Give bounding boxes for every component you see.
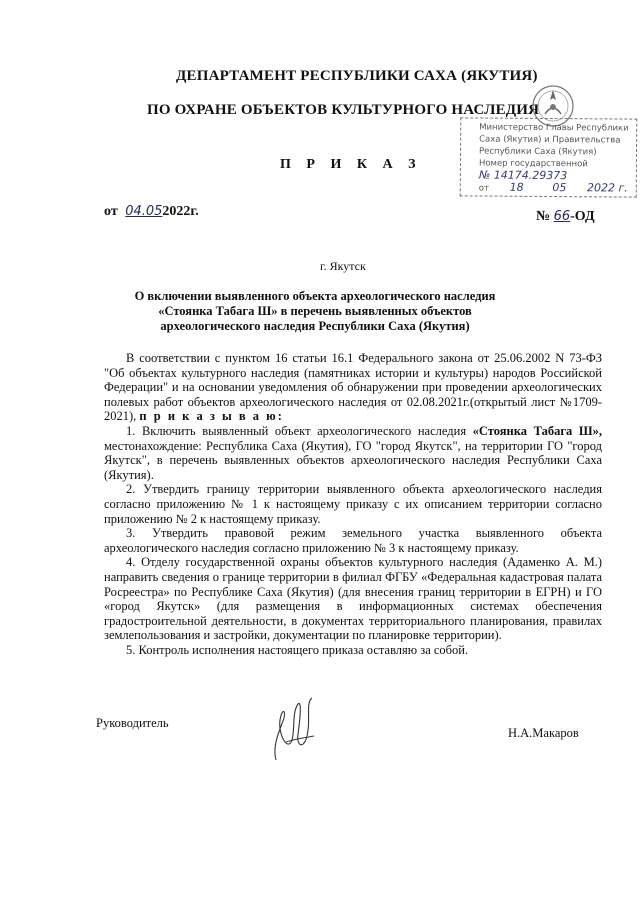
stamp-date-day: 18	[509, 180, 524, 194]
order-item-1-start: 1. Включить выявленный объект археологического наследия	[126, 423, 467, 438]
stamp-date	[479, 182, 631, 196]
signatory-position: Руководитель	[96, 716, 169, 730]
order-date	[104, 204, 199, 220]
order-item-1-rest: местонахождение: Республика Саха (Якутия), ГО "город Якутск", на территории ГО "город Якутск", в перечень выявленных объектов археологического наследия Республики Саха (Якутия).	[104, 438, 602, 482]
stamp-line2: Саха (Якутия) и Правительства	[479, 134, 621, 146]
stamp-reg-number: № 14174.29373	[478, 168, 568, 183]
stamp-line3: Республики Саха (Якутия)	[479, 146, 597, 158]
order-number	[536, 209, 595, 225]
stamp-line4: Номер государственной	[478, 158, 588, 170]
order-item-3: 3. Утвердить правовой режим земельного участка выявленного объекта археологического наследия согласно приложению № 3 к настоящему приказу.	[104, 526, 602, 555]
preamble-text: В соответствии с пунктом 16 статьи 16.1 Федерального закона от 25.06.2002 N 73-ФЗ "Об объектах культурного наследия (памятниках истории и культуры) народов Российской Федерации" и на основании уведомления об обнаружении при проведении археологических полевых работ объектов археологического наследия от 02.08.2021г.(открытый лист №1709-2021),	[104, 351, 602, 424]
order-number-handwritten: 66	[553, 209, 571, 224]
stamp-line1: Министерство Главы Республики	[479, 122, 629, 134]
handwritten-signature	[262, 690, 332, 772]
order-date-year: 2022г.	[162, 204, 199, 219]
order-item-4: 4. Отделу государственной охраны объектов культурного наследия (Адаменко А. М.) направить сведения о границе территории в филиал ФГБУ «Федеральная кадастровая палата Росреестра» по Республике Саха (Якутия) (для внесения границ территории в ЕГРН) и ГО «город Якутск» (для размещения в информационных системах обеспечения градостроительной деятельности, в документах территориального планирования, правилах землепользования и застройки, документации по планировке территории).	[104, 555, 602, 643]
order-date-handwritten: 04.05	[125, 204, 163, 219]
preamble	[104, 351, 602, 424]
order-number-prefix: №	[536, 209, 551, 224]
signatory-name: Н.А.Макаров	[508, 726, 579, 740]
order-item-1	[104, 424, 602, 482]
department-title-line1: ДЕПАРТАМЕНТ РЕСПУБЛИКИ САХА (ЯКУТИЯ)	[176, 68, 538, 84]
order-body	[104, 351, 602, 657]
department-title-line2: ПО ОХРАНЕ ОБЪЕКТОВ КУЛЬТУРНОГО НАСЛЕДИЯ	[147, 102, 540, 118]
order-item-2: 2. Утвердить границу территории выявленного объекта археологического наследия согласно приложению № 1 к настоящему приказу с их описанием территории согласно приложению № 2 к настоящему приказу.	[104, 482, 602, 526]
order-item-5: 5. Контроль исполнения настоящего приказа оставляю за собой.	[126, 642, 469, 657]
registration-stamp	[460, 117, 638, 197]
stamp-date-prefix: от	[478, 183, 489, 194]
order-subject: О включении выявленного объекта археологического наследия «Стоянка Табага Ш» в перечень выявленных объектов археологического наследия Республики Саха (Якутия)	[134, 289, 496, 333]
preamble-verb: п р и к а з ы в а ю:	[139, 409, 284, 424]
city: г. Якутск	[320, 259, 366, 273]
order-date-prefix: от	[104, 204, 118, 219]
site-name: «Стоянка Табага Ш»,	[472, 423, 602, 438]
stamp-date-year: 2022 г.	[587, 181, 628, 195]
order-title: П Р И К А З	[280, 157, 422, 172]
order-number-suffix: -ОД	[570, 209, 595, 224]
stamp-date-month: 05	[552, 181, 567, 195]
